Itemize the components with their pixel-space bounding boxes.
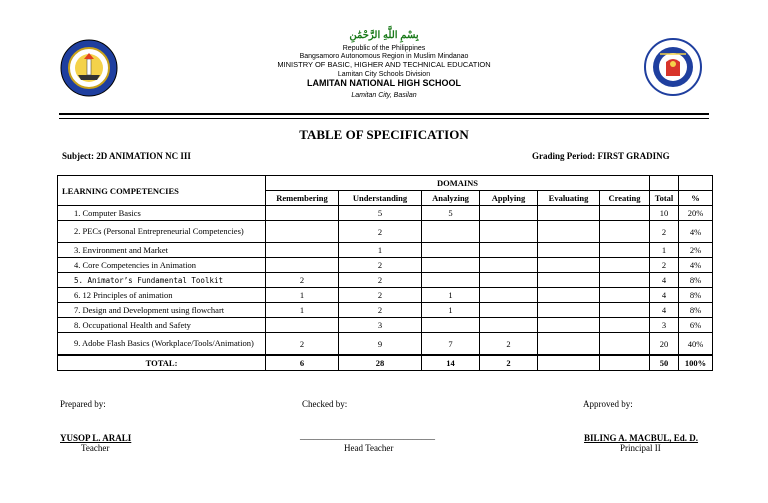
prepared-by-label: Prepared by: bbox=[60, 399, 106, 409]
column-header: Total bbox=[650, 191, 679, 206]
table-cell: 2 bbox=[339, 303, 422, 318]
column-header: Understanding bbox=[339, 191, 422, 206]
table-cell: 3 bbox=[339, 318, 422, 333]
table-cell: 2 bbox=[339, 258, 422, 273]
column-header: Evaluating bbox=[538, 191, 600, 206]
column-header: Analyzing bbox=[422, 191, 480, 206]
column-header: Remembering bbox=[266, 191, 339, 206]
table-cell: 1 bbox=[422, 288, 480, 303]
table-cell bbox=[266, 243, 339, 258]
table-cell: 7 bbox=[422, 333, 480, 356]
table-cell: 8% bbox=[679, 288, 713, 303]
table-cell: 2% bbox=[679, 243, 713, 258]
table-cell bbox=[538, 221, 600, 243]
table-cell: 20 bbox=[650, 333, 679, 356]
table-cell: 8% bbox=[679, 303, 713, 318]
table-cell: 1 bbox=[650, 243, 679, 258]
table-cell: 40% bbox=[679, 333, 713, 356]
table-cell: 4% bbox=[679, 221, 713, 243]
total-cell: 28 bbox=[339, 355, 422, 371]
table-cell: 5 bbox=[339, 206, 422, 221]
table-row bbox=[58, 206, 713, 221]
table-cell bbox=[600, 303, 650, 318]
table-cell: 6% bbox=[679, 318, 713, 333]
table-cell bbox=[480, 258, 538, 273]
table-cell: 2 bbox=[266, 273, 339, 288]
total-cell: 6 bbox=[266, 355, 339, 371]
competency-label: 1. Computer Basics bbox=[58, 206, 266, 221]
table-cell bbox=[600, 288, 650, 303]
total-cell: 100% bbox=[679, 355, 713, 371]
table-cell bbox=[538, 333, 600, 356]
table-cell: 4 bbox=[650, 273, 679, 288]
table-cell bbox=[266, 258, 339, 273]
total-cell: 50 bbox=[650, 355, 679, 371]
table-cell: 2 bbox=[339, 288, 422, 303]
competency-label: 5. Animator’s Fundamental Toolkit bbox=[58, 273, 266, 288]
table-cell bbox=[538, 303, 600, 318]
grading-period-label: Grading Period: FIRST GRADING bbox=[532, 151, 670, 161]
table-row bbox=[58, 221, 713, 243]
table-row bbox=[58, 303, 713, 318]
table-cell: 5 bbox=[422, 206, 480, 221]
table-cell bbox=[480, 221, 538, 243]
table-cell bbox=[266, 221, 339, 243]
table-cell: 2 bbox=[339, 273, 422, 288]
column-header: Applying bbox=[480, 191, 538, 206]
domains-header: DOMAINS bbox=[266, 176, 650, 191]
total-cell bbox=[600, 355, 650, 371]
total-cell: 14 bbox=[422, 355, 480, 371]
table-cell bbox=[422, 273, 480, 288]
table-cell: 1 bbox=[422, 303, 480, 318]
checked-by-title: Head Teacher bbox=[344, 443, 394, 453]
table-cell bbox=[600, 258, 650, 273]
table-row bbox=[58, 258, 713, 273]
table-cell bbox=[600, 333, 650, 356]
table-cell: 2 bbox=[650, 221, 679, 243]
school-location: Lamitan City, Basilan bbox=[351, 92, 417, 99]
table-row bbox=[58, 243, 713, 258]
table-cell bbox=[266, 318, 339, 333]
table-cell bbox=[422, 221, 480, 243]
table-cell: 4 bbox=[650, 288, 679, 303]
table-cell bbox=[600, 273, 650, 288]
specification-table bbox=[57, 175, 713, 371]
table-cell bbox=[600, 318, 650, 333]
table-cell: 2 bbox=[339, 221, 422, 243]
table-cell bbox=[480, 206, 538, 221]
table-row bbox=[58, 318, 713, 333]
table-cell bbox=[538, 258, 600, 273]
table-cell bbox=[480, 318, 538, 333]
table-cell bbox=[480, 243, 538, 258]
table-cell bbox=[480, 273, 538, 288]
approved-by-title: Principal II bbox=[620, 443, 661, 453]
republic-line: Republic of the Philippines bbox=[342, 45, 426, 52]
competencies-header: LEARNING COMPETENCIES bbox=[58, 176, 266, 206]
column-header: % bbox=[679, 191, 713, 206]
checked-by-label: Checked by: bbox=[302, 399, 348, 409]
table-cell: 20% bbox=[679, 206, 713, 221]
prepared-by-title: Teacher bbox=[81, 443, 110, 453]
table-cell bbox=[422, 243, 480, 258]
blank-header-cell bbox=[679, 176, 713, 191]
total-row bbox=[58, 355, 713, 371]
competency-label: 4. Core Competencies in Animation bbox=[58, 258, 266, 273]
subject-label: Subject: 2D ANIMATION NC III bbox=[62, 151, 191, 161]
table-cell: 1 bbox=[266, 288, 339, 303]
column-header: Creating bbox=[600, 191, 650, 206]
table-cell: 2 bbox=[480, 333, 538, 356]
school-name: LAMITAN NATIONAL HIGH SCHOOL bbox=[307, 78, 461, 88]
table-cell: 2 bbox=[266, 333, 339, 356]
table-cell: 1 bbox=[266, 303, 339, 318]
table-row bbox=[58, 273, 713, 288]
competency-label: 8. Occupational Health and Safety bbox=[58, 318, 266, 333]
document-title: TABLE OF SPECIFICATION bbox=[299, 127, 469, 142]
ministry-line: MINISTRY OF BASIC, HIGHER AND TECHNICAL EDUCATION bbox=[277, 60, 491, 69]
total-cell bbox=[538, 355, 600, 371]
total-cell: 2 bbox=[480, 355, 538, 371]
table-cell: 10 bbox=[650, 206, 679, 221]
competency-label: 6. 12 Principles of animation bbox=[58, 288, 266, 303]
table-cell bbox=[538, 318, 600, 333]
table-row bbox=[58, 333, 713, 356]
division-line: Lamitan City Schools Division bbox=[337, 71, 431, 78]
table-row bbox=[58, 288, 713, 303]
approved-by-name: BILING A. MACBUL, Ed. D. bbox=[584, 433, 699, 443]
table-cell: 9 bbox=[339, 333, 422, 356]
table-cell bbox=[600, 243, 650, 258]
table-cell bbox=[538, 273, 600, 288]
blank-header-cell bbox=[650, 176, 679, 191]
bismillah-calligraphy: بِسْمِ اللَّهِ الرَّحْمَٰنِ bbox=[349, 30, 419, 41]
table-cell bbox=[266, 206, 339, 221]
approved-by-label: Approved by: bbox=[583, 399, 633, 409]
competency-label: 3. Environment and Market bbox=[58, 243, 266, 258]
table-cell: 8% bbox=[679, 273, 713, 288]
table-cell bbox=[600, 221, 650, 243]
table-cell bbox=[538, 206, 600, 221]
header-divider-thin bbox=[59, 118, 709, 119]
total-label: TOTAL: bbox=[58, 355, 266, 371]
table-cell: 1 bbox=[339, 243, 422, 258]
table-cell: 4 bbox=[650, 303, 679, 318]
region-line: Bangsamoro Autonomous Region in Muslim Mindanao bbox=[299, 53, 469, 60]
table-cell bbox=[538, 243, 600, 258]
header-divider-thick bbox=[59, 113, 709, 115]
table-cell bbox=[480, 303, 538, 318]
table-cell: 4% bbox=[679, 258, 713, 273]
table-cell bbox=[480, 288, 538, 303]
table-cell bbox=[422, 258, 480, 273]
table-cell bbox=[422, 318, 480, 333]
table-cell bbox=[538, 288, 600, 303]
prepared-by-name: YUSOP L. ARALI bbox=[60, 433, 132, 443]
table-cell: 3 bbox=[650, 318, 679, 333]
table-cell: 2 bbox=[650, 258, 679, 273]
competency-label: 9. Adobe Flash Basics (Workplace/Tools/Animation) bbox=[58, 333, 266, 356]
competency-label: 2. PECs (Personal Entrepreneurial Competencies) bbox=[58, 221, 266, 243]
table-cell bbox=[600, 206, 650, 221]
competency-label: 7. Design and Development using flowchart bbox=[58, 303, 266, 318]
checked-by-signature-line: ______________________________ bbox=[300, 431, 435, 441]
